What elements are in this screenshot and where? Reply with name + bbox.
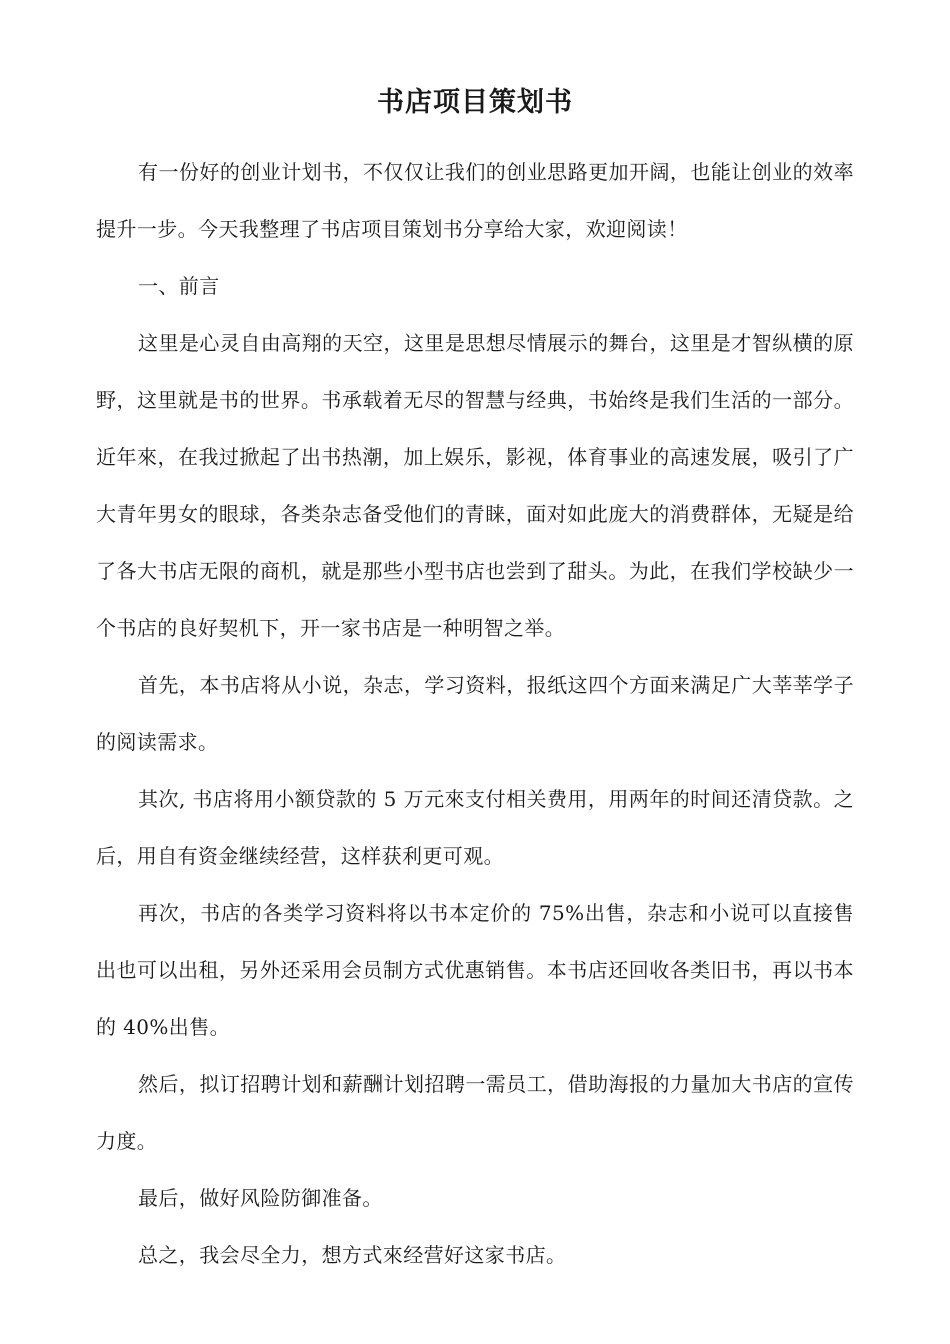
paragraph-third: 再次，书店的各类学习资料将以书本定价的 75%出售，杂志和小说可以直接售出也可以出租，另外还采用会员制方式优惠销售。本书店还回收各类旧书，再以书本的 40%出售。 (96, 901, 854, 1039)
paragraph-second: 其次, 书店将用小额贷款的 5 万元來支付相关费用，用两年的时间还清贷款。之后，用自有资金继续经营，这样获利更可观。 (96, 787, 854, 868)
paragraph-preface: 这里是心灵自由高翔的天空，这里是思想尽情展示的舞台，这里是才智纵横的原野，这里就是书的世界。书承载着无尽的智慧与经典，书始终是我们生活的一部分。近年來，在我过掀起了出书热潮，加上娱乐，影视，体育事业的高速发展，吸引了广大青年男女的眼球，各类杂志备受他们的青睐，面对如此庞大的消费群体，无疑是给了各大书店无限的商机，就是那些小型书店也尝到了甜头。为此，在我们学校缺少一个书店的良好契机下，开一家书店是一种明智之举。 (96, 331, 854, 640)
paragraph-intro: 有一份好的创业计划书，不仅仅让我们的创业思路更加开阔，也能让创业的效率提升一步。今天我整理了书店项目策划书分享给大家，欢迎阅读！ (96, 160, 854, 241)
document-title: 书店项目策划书 (377, 87, 573, 118)
paragraph-then: 然后，拟订招聘计划和薪酬计划招聘一需员工，借助海报的力量加大书店的宣传力度。 (96, 1072, 854, 1153)
paragraph-conclusion: 总之，我会尽全力，想方式來经营好这家书店。 (138, 1243, 567, 1267)
paragraph-first: 首先，本书店将从小说，杂志，学习资料，报纸这四个方面来满足广大莘莘学子的阅读需求。 (96, 673, 854, 754)
section-heading-preface: 一、前言 (138, 274, 220, 298)
paragraph-finally: 最后，做好风险防御准备。 (138, 1186, 383, 1210)
